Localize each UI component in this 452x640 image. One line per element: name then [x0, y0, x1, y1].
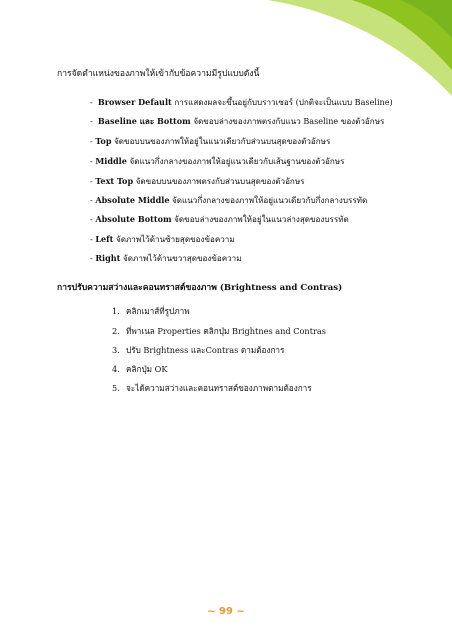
list-item: - Right จัดภาพไว้ด้านขวาสุดของข้อความ [90, 253, 242, 263]
list-item: - Absolute Middle จัดแนวกึ่งกลางของภาพให้อยู่แนวเดียวกับกึ่งกลางบรรทัด [90, 195, 368, 205]
list-item: - Absolute Bottom จัดขอบล่างของภาพให้อยู่ในแนวล่างสุดของบรรทัด [90, 214, 349, 224]
list-item: - Top จัดขอบบนของภาพให้อยู่ในแนวเดียวกับส่วนบนสุดของตัวอักษร [90, 136, 331, 146]
list-item: - Browser Default การแสดงผลจะขึ้นอยู่กับบราวเซอร์ (ปกติจะเป็นแบบ Baseline) [90, 97, 393, 107]
list-item: 2. ที่พาเนล Properties คลิกปุ่ม Brightnes and Contras [112, 326, 326, 336]
section-heading: การปรับความสว่างและคอนทราสต์ของภาพ (Brightness and Contras) [57, 283, 343, 293]
list-item: 1. คลิกเมาส์ที่รูปภาพ [112, 306, 190, 316]
list-item: 4. คลิกปุ่ม OK [112, 364, 168, 374]
intro-text: การจัดตำแหน่งของภาพให้เข้ากับข้อความมีรูปแบบดังนี้ [57, 69, 260, 79]
list-item: - Middle จัดแนวกึ่งกลางของภาพให้อยู่แนวเดียวกับเส้นฐานของตัวอักษร [90, 156, 345, 166]
list-item: 5. จะได้ความสว่างและคอนทราสต์ของภาพตามต้องการ [112, 383, 312, 393]
list-item: - Text Top จัดขอบบนของภาพตรงกับส่วนบนสุดของตัวอักษร [90, 176, 305, 186]
list-item: - Left จัดภาพไว้ด้านซ้ายสุดของข้อความ [90, 234, 235, 244]
list-item: - Baseline และ Bottom จัดขอบล่างของภาพตรงกับแนว Baseline ของตัวอักษร [90, 116, 385, 126]
list-item: 3. ปรับ Brightness และContras ตามต้องการ [112, 345, 285, 355]
page-number: ~ 99 ~ [207, 606, 245, 617]
